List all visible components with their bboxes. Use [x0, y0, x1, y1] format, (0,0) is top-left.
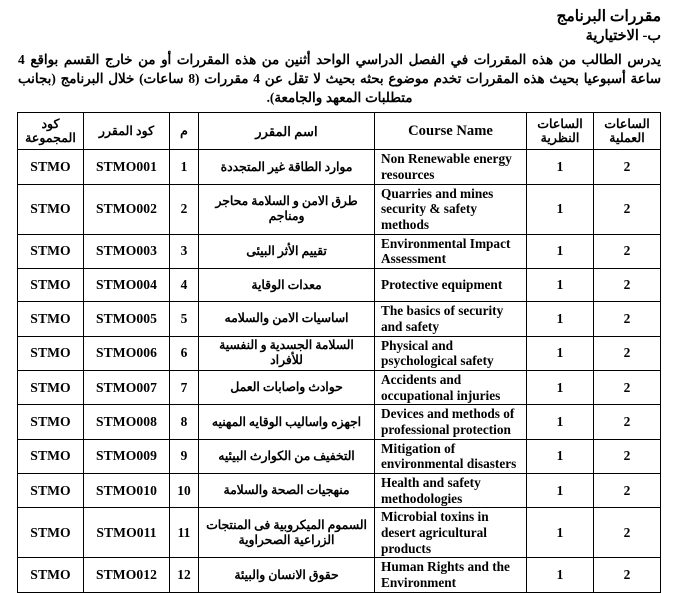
course-number: 1 [170, 150, 199, 184]
course-theory-hours: 1 [527, 150, 594, 184]
course-number: 8 [170, 405, 199, 439]
course-name-ar: اساسيات الامن والسلامه [199, 302, 375, 336]
course-name-en: Microbial toxins in desert agricultural products [375, 508, 527, 558]
course-practical-hours: 2 [594, 508, 661, 558]
column-header-theory-hours: الساعات النظرية [527, 113, 594, 150]
column-header-course-name-en: Course Name [375, 113, 527, 150]
course-group-code: STMO [18, 474, 84, 508]
page-title: مقررات البرنامج [556, 8, 661, 25]
course-group-code: STMO [18, 150, 84, 184]
course-theory-hours: 1 [527, 269, 594, 302]
course-theory-hours: 1 [527, 336, 594, 370]
course-number: 9 [170, 439, 199, 473]
course-theory-hours: 1 [527, 184, 594, 234]
course-name-ar: تقييم الأثر البيئى [199, 234, 375, 268]
course-group-code: STMO [18, 269, 84, 302]
course-code: STMO001 [84, 150, 170, 184]
course-group-code: STMO [18, 234, 84, 268]
course-practical-hours: 2 [594, 439, 661, 473]
column-header-group-code: كود المجموعة [18, 113, 84, 150]
course-theory-hours: 1 [527, 370, 594, 404]
course-name-en: Protective equipment [375, 269, 527, 302]
course-theory-hours: 1 [527, 302, 594, 336]
course-practical-hours: 2 [594, 269, 661, 302]
course-group-code: STMO [18, 439, 84, 473]
table-row [18, 405, 661, 439]
course-code: STMO004 [84, 269, 170, 302]
course-number: 2 [170, 184, 199, 234]
course-name-en: Physical and psychological safety [375, 336, 527, 370]
course-name-ar: حقوق الانسان والبيئة [199, 558, 375, 592]
course-name-ar: طرق الامن و السلامة محاجر ومناجم [199, 184, 375, 234]
course-code: STMO002 [84, 184, 170, 234]
course-name-ar: التخفيف من الكوارث البيئيه [199, 439, 375, 473]
course-name-en: Mitigation of environmental disasters [375, 439, 527, 473]
course-practical-hours: 2 [594, 405, 661, 439]
course-name-en: Health and safety methodologies [375, 474, 527, 508]
course-number: 11 [170, 508, 199, 558]
table-row [18, 474, 661, 508]
course-name-ar: موارد الطاقة غير المتجددة [199, 150, 375, 184]
column-header-practical-hours: الساعات العملية [594, 113, 661, 150]
course-code: STMO008 [84, 405, 170, 439]
course-name-en: Non Renewable energy resources [375, 150, 527, 184]
course-code: STMO012 [84, 558, 170, 592]
course-name-ar: السلامة الجسدية و النفسية للأفراد [199, 336, 375, 370]
course-theory-hours: 1 [527, 508, 594, 558]
table-row [18, 336, 661, 370]
table-header [18, 113, 661, 150]
course-group-code: STMO [18, 336, 84, 370]
table-row [18, 234, 661, 268]
course-name-ar: اجهزه واساليب الوقايه المهنيه [199, 405, 375, 439]
column-header-number: م [170, 113, 199, 150]
course-code: STMO010 [84, 474, 170, 508]
course-group-code: STMO [18, 405, 84, 439]
elective-courses-table [17, 112, 661, 593]
course-practical-hours: 2 [594, 184, 661, 234]
course-code: STMO009 [84, 439, 170, 473]
table-row [18, 184, 661, 234]
table-row [18, 439, 661, 473]
course-group-code: STMO [18, 184, 84, 234]
table-body [18, 150, 661, 593]
course-practical-hours: 2 [594, 234, 661, 268]
course-number: 5 [170, 302, 199, 336]
course-name-ar: منهجيات الصحة والسلامة [199, 474, 375, 508]
intro-paragraph: يدرس الطالب من هذه المقررات في الفصل الدراسي الواحد أثنين من هذه المقررات أو من خارج القسم بواقع 4 ساعة أسبوعيا بحيث هذه المقررات تخدم موضوع بحثه بحيث لا تقل عن 4 مقررات (8 ساعات) خلال البرنامج (بجانب متطلبات المعهد والجامعة). [18, 52, 661, 106]
course-name-ar: معدات الوقاية [199, 269, 375, 302]
course-name-en: Environmental Impact Assessment [375, 234, 527, 268]
course-name-en: Accidents and occupational injuries [375, 370, 527, 404]
column-header-course-code: كود المقرر [84, 113, 170, 150]
course-number: 10 [170, 474, 199, 508]
course-practical-hours: 2 [594, 336, 661, 370]
course-name-en: Quarries and mines security & safety methods [375, 184, 527, 234]
course-name-ar: حوادث واصابات العمل [199, 370, 375, 404]
course-number: 3 [170, 234, 199, 268]
course-number: 12 [170, 558, 199, 592]
course-theory-hours: 1 [527, 234, 594, 268]
course-code: STMO006 [84, 336, 170, 370]
course-code: STMO011 [84, 508, 170, 558]
table-header-row [18, 113, 661, 150]
course-practical-hours: 2 [594, 150, 661, 184]
course-practical-hours: 2 [594, 558, 661, 592]
table-row [18, 558, 661, 592]
course-practical-hours: 2 [594, 474, 661, 508]
course-theory-hours: 1 [527, 474, 594, 508]
table-row [18, 508, 661, 558]
course-practical-hours: 2 [594, 302, 661, 336]
course-theory-hours: 1 [527, 405, 594, 439]
course-code: STMO005 [84, 302, 170, 336]
course-name-en: Human Rights and the Environment [375, 558, 527, 592]
course-number: 4 [170, 269, 199, 302]
course-theory-hours: 1 [527, 439, 594, 473]
course-code: STMO003 [84, 234, 170, 268]
document-heading [18, 6, 661, 46]
column-header-course-name-ar: اسم المقرر [199, 113, 375, 150]
table-row [18, 302, 661, 336]
course-group-code: STMO [18, 508, 84, 558]
course-name-ar: السموم الميكروبية فى المنتجات الزراعية الصحراوية [199, 508, 375, 558]
table-row [18, 269, 661, 302]
course-number: 6 [170, 336, 199, 370]
course-group-code: STMO [18, 302, 84, 336]
section-subtitle: ب- الاختيارية [585, 28, 661, 45]
table-row [18, 150, 661, 184]
course-practical-hours: 2 [594, 370, 661, 404]
course-name-en: Devices and methods of professional protection [375, 405, 527, 439]
table-row [18, 370, 661, 404]
course-group-code: STMO [18, 558, 84, 592]
course-number: 7 [170, 370, 199, 404]
course-code: STMO007 [84, 370, 170, 404]
course-group-code: STMO [18, 370, 84, 404]
course-name-en: The basics of security and safety [375, 302, 527, 336]
course-theory-hours: 1 [527, 558, 594, 592]
